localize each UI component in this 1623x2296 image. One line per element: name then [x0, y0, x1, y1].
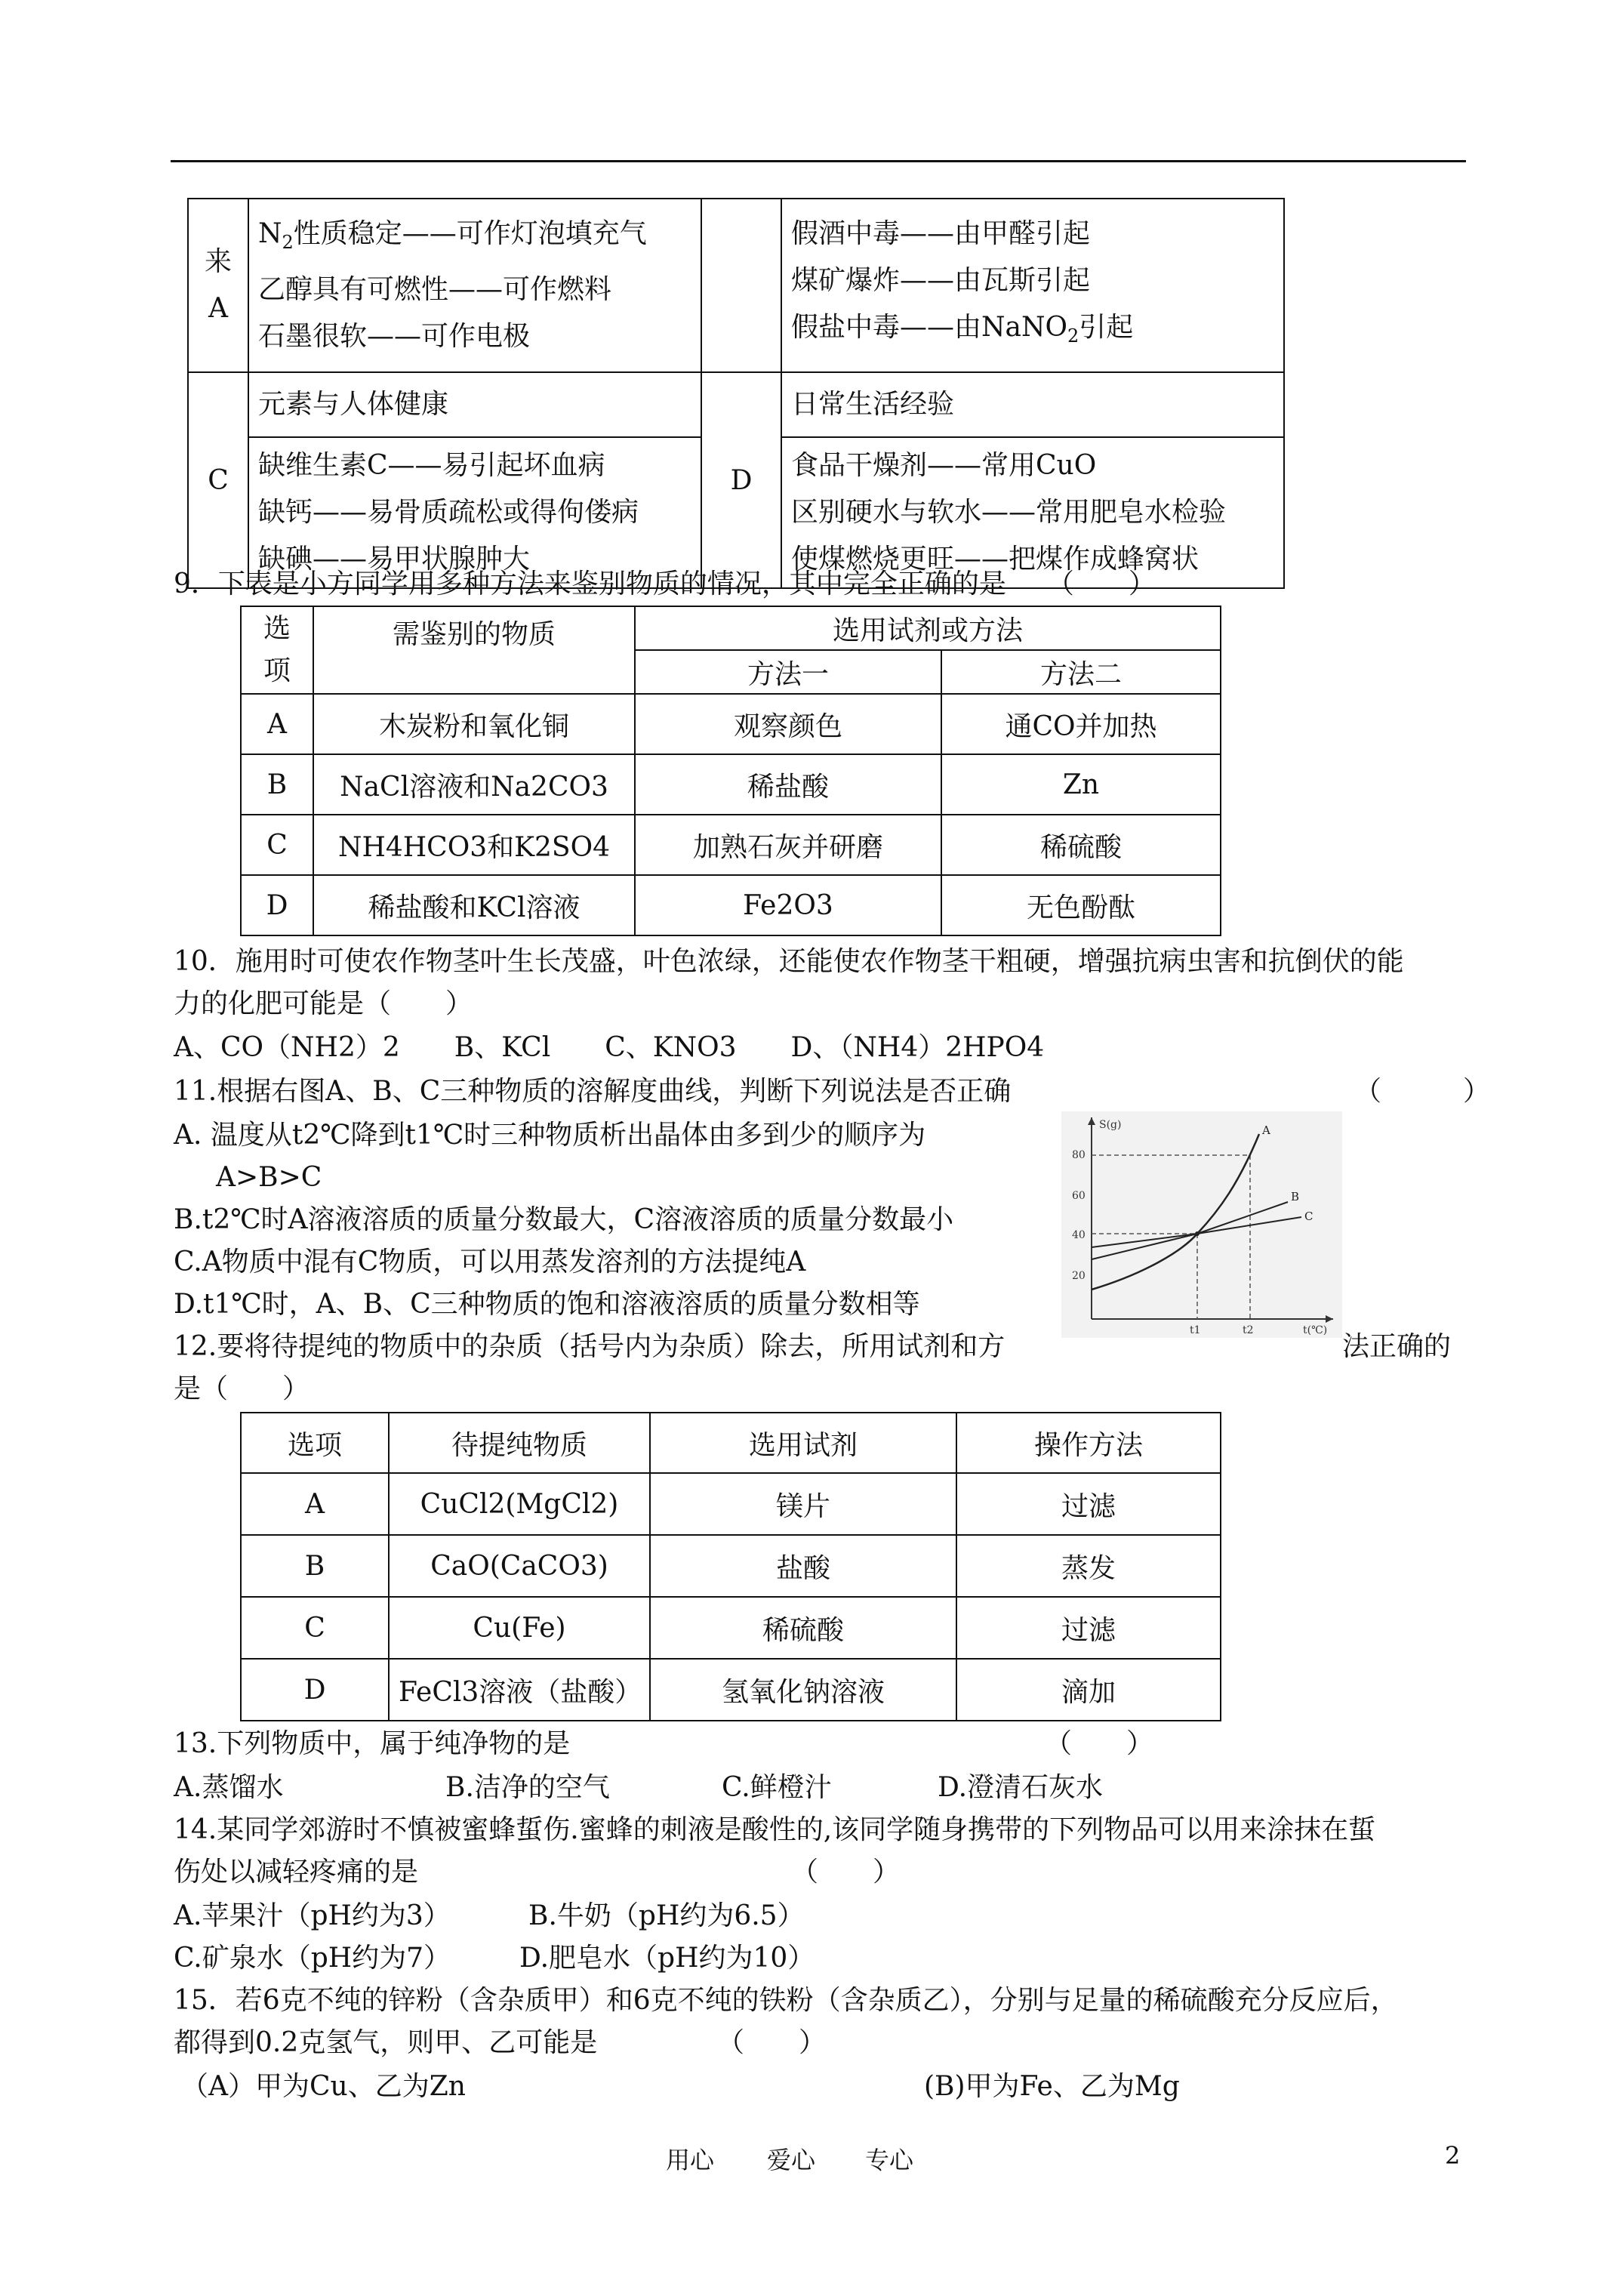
graph-ylabel: S(g)	[1099, 1119, 1122, 1131]
q15-option-a: （A）甲为Cu、乙为Zn	[181, 2071, 466, 2102]
q8-c-line-3: 缺碘——易甲状腺肿大	[258, 544, 531, 575]
q15-blank: （ ）	[717, 2027, 827, 2058]
q11-option-b: B.t2℃时A溶液溶质的质量分数最大，C溶液溶质的质量分数最小	[174, 1204, 954, 1235]
q8-c-title: 元素与人体健康	[249, 373, 701, 438]
q13-blank: （ ）	[1045, 1728, 1154, 1759]
q8-a-letter-1: 来	[204, 246, 232, 277]
q11-option-d: D.t1℃时，A、B、C三种物质的饱和溶液溶质的质量分数相等	[174, 1289, 920, 1320]
curve-a-label: A	[1262, 1123, 1270, 1137]
q11-question: 11.根据右图A、B、C三种物质的溶解度曲线，判断下列说法是否正确	[174, 1076, 1012, 1107]
graph-ytick-20: 20	[1072, 1270, 1086, 1282]
graph-xtick-t1: t1	[1190, 1324, 1201, 1336]
q14-blank: （ ）	[791, 1857, 901, 1888]
q14-option-c: C.矿泉水（pH约为7）	[174, 1943, 451, 1974]
q9-table: 选 项 需鉴别的物质 选用试剂或方法 方法一 方法二 A 木炭粉和氧化铜 观察颜色 通CO并加热 B NaCl溶液和Na2CO3 稀盐酸 Zn C NH4HCO3和K2SO4 加熟石灰并研磨 稀硫酸 D 稀盐酸和KCl溶液 Fe2O3 无色酚酞	[240, 606, 1221, 936]
solubility-graph	[1061, 1111, 1342, 1338]
q13-question: 13.下列物质中，属于纯净物的是	[174, 1728, 571, 1759]
q8-a-line-2: 乙醇具有可燃性——可作燃料	[258, 273, 612, 305]
q9-question: 9．下表是小方同学用多种方法来鉴别物质的情况，其中完全正确的是 （ ）	[174, 569, 1156, 599]
q11-blank: （ ）	[1354, 1076, 1491, 1107]
q8-d-line-1: 食品干燥剂——常用CuO	[791, 450, 1097, 481]
curve-c-label: C	[1304, 1210, 1313, 1223]
q14-question-1: 14.某同学郊游时不慎被蜜蜂蜇伤.蜜蜂的刺液是酸性的,该同学随身携带的下列物品可以用来涂抹在蜇	[174, 1814, 1376, 1845]
q13-option-a: A.蒸馏水	[174, 1772, 284, 1803]
q8-d-line-2: 区别硬水与软水——常用肥皂水检验	[791, 497, 1227, 528]
q8-a-line-3: 石墨很软——可作电极	[258, 320, 531, 352]
q8-b-line-3: 假盐中毒——由NaNO$_2$引起	[791, 312, 1134, 347]
q8-c-line-1: 缺维生素C——易引起坏血病	[258, 450, 605, 481]
q8-b-line-1: 假酒中毒——由甲醛引起	[791, 218, 1091, 250]
q11-option-a-2: A>B>C	[216, 1162, 322, 1193]
q8-b-line-2: 煤矿爆炸——由瓦斯引起	[791, 265, 1091, 297]
graph-ytick-60: 60	[1072, 1190, 1086, 1202]
q8-table	[187, 198, 1285, 589]
q13-option-b: B.洁净的空气	[445, 1772, 610, 1803]
q12-table: 选项 待提纯物质 选用试剂 操作方法 A CuCl2(MgCl2) 镁片 过滤 B CaO(CaCO3) 盐酸 蒸发 C Cu(Fe) 稀硫酸 过滤 D FeCl3溶液（盐酸） 氢氧化钠溶液 滴加	[240, 1412, 1221, 1721]
q11-option-a-1: A. 温度从t2℃降到t1℃时三种物质析出晶体由多到少的顺序为	[174, 1120, 926, 1151]
q8-a-line-1: $N_2$性质稳定——可作灯泡填充气	[258, 218, 647, 254]
q8-a-letter-2: A	[208, 293, 228, 324]
graph-xtick-t2: t2	[1243, 1324, 1254, 1336]
q12-question-1b: 法正确的	[1342, 1331, 1452, 1362]
q12-question-1: 12.要将待提纯的物质中的杂质（括号内为杂质）除去，所用试剂和方	[174, 1331, 1006, 1362]
q13-option-d: D.澄清石灰水	[938, 1772, 1104, 1803]
q10-question-1: 10．施用时可使农作物茎叶生长茂盛，叶色浓绿，还能使农作物茎干粗硬，增强抗病虫害和抗倒伏的能	[174, 946, 1404, 977]
q10-question-2: 力的化肥可能是（ ）	[174, 988, 473, 1019]
q15-question-2: 都得到0.2克氢气，则甲、乙可能是	[174, 2027, 598, 2058]
q10-options: A、CO（NH2）2 B、KCl C、KNO3 D、（NH4）2HPO4	[174, 1032, 1045, 1063]
curve-b-label: B	[1291, 1190, 1300, 1203]
q8-d-label: D	[701, 372, 781, 588]
q8-d-line-3: 使煤燃烧更旺——把煤作成蜂窝状	[791, 544, 1200, 575]
graph-ytick-80: 80	[1072, 1149, 1086, 1161]
q12-question-2: 是（ ）	[174, 1373, 310, 1404]
q15-question-1: 15．若6克不纯的锌粉（含杂质甲）和6克不纯的铁粉（含杂质乙），分别与足量的稀硫酸充分反应后，	[174, 1985, 1398, 2016]
q14-question-2: 伤处以减轻疼痛的是	[174, 1857, 419, 1888]
q8-c-line-2: 缺钙——易骨质疏松或得佝偻病	[258, 497, 639, 528]
q14-option-b: B.牛奶（pH约为6.5）	[528, 1900, 805, 1931]
graph-xlabel: t(℃)	[1303, 1324, 1328, 1336]
q8-c-label: C	[188, 372, 248, 588]
q14-option-d: D.肥皂水（pH约为10）	[519, 1943, 815, 1974]
graph-ytick-40: 40	[1072, 1229, 1086, 1241]
footer-slogan-3: 专心	[865, 2146, 914, 2174]
page-number: 2	[1445, 2141, 1461, 2170]
q15-option-b: (B)甲为Fe、乙为Mg	[924, 2071, 1180, 2102]
header-rule	[171, 160, 1466, 162]
footer-slogan-1: 用心	[666, 2146, 715, 2174]
q13-option-c: C.鲜橙汁	[722, 1772, 832, 1803]
q8-d-title: 日常生活经验	[782, 373, 1283, 438]
q14-option-a: A.苹果汁（pH约为3）	[174, 1900, 451, 1931]
q11-option-c: C.A物质中混有C物质，可以用蒸发溶剂的方法提纯A	[174, 1247, 806, 1277]
footer-slogan-2: 爱心	[767, 2146, 816, 2174]
